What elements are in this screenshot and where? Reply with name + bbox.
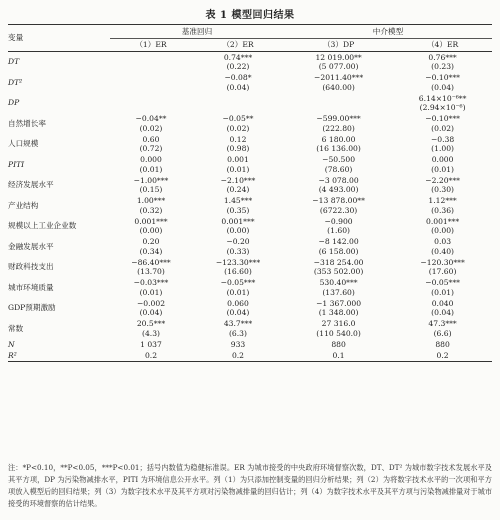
- standard-error-cell: (0.30): [431, 185, 454, 195]
- stat-value: 0.2: [110, 350, 192, 362]
- table-row: [8, 237, 492, 247]
- coefficient-cell: −0.05***: [220, 278, 256, 288]
- coefficient-cell: −2.10***: [220, 175, 256, 185]
- coefficient-cell: 0.74***: [223, 52, 253, 62]
- coefficient-cell: −2.20***: [425, 175, 460, 185]
- variable-name: 产业结构: [8, 200, 39, 210]
- coefficient-cell: −0.20: [226, 237, 250, 247]
- standard-error-cell: (0.04): [226, 308, 250, 318]
- standard-error-cell: (16 136.00): [316, 144, 361, 154]
- standard-error-cell: (0.01): [226, 287, 250, 297]
- standard-error-cell: (0.01): [431, 164, 454, 174]
- standard-error-cell: (1.00): [431, 144, 454, 154]
- table-row: [8, 134, 492, 144]
- stat-value: 0.2: [192, 350, 284, 362]
- table-row: [8, 257, 492, 267]
- table-title: 表 1 模型回归结果: [205, 10, 295, 21]
- standard-error-cell: (78.60): [324, 164, 353, 174]
- coefficient-cell: 0.001: [227, 155, 249, 165]
- standard-error-cell: (640.00): [322, 82, 355, 92]
- coefficient-cell: −0.03***: [133, 278, 169, 288]
- coefficient-cell: 27 316.0: [321, 319, 356, 329]
- coefficient-cell: 0.12: [229, 134, 247, 144]
- standard-error-cell: (0.02): [226, 123, 250, 133]
- stat-value: 880: [435, 339, 450, 349]
- standard-error-cell: (0.40): [431, 246, 454, 256]
- coefficient-cell: 6 180.00: [321, 134, 356, 144]
- group-header-mediation: 中介模型: [284, 25, 492, 39]
- variable-name: 规模以上工业企业数: [8, 221, 77, 231]
- standard-error-cell: (0.15): [139, 185, 163, 195]
- coefficient-cell: −0.08*: [224, 73, 252, 83]
- stat-value: 933: [230, 339, 246, 349]
- stat-value: 880: [331, 339, 346, 349]
- variable-name: 人口规模: [8, 139, 39, 149]
- coefficient-cell: 6.14×10⁻⁶**: [418, 93, 467, 103]
- standard-error-cell: (0.02): [139, 123, 163, 133]
- coefficient-cell: −2011.40***: [314, 73, 364, 83]
- column-header-3: （3）DP: [284, 39, 393, 52]
- standard-error-cell: [192, 103, 284, 114]
- standard-error-cell: (0.32): [139, 205, 163, 215]
- column-header-4: （4）ER: [393, 39, 492, 52]
- stat-name: N: [8, 339, 15, 349]
- variable-name: 常数: [8, 323, 24, 333]
- coefficient-cell: 47.3***: [428, 319, 457, 329]
- coefficient-cell: −123.30***: [215, 257, 261, 267]
- coefficient-cell: 530.40***: [319, 278, 358, 288]
- variable-name: 金融发展水平: [8, 241, 54, 251]
- coefficient-cell: −3 078.00: [318, 175, 359, 185]
- standard-error-cell: (0.01): [226, 164, 250, 174]
- standard-error-cell: (0.01): [431, 287, 454, 297]
- coefficient-cell: −0.10***: [425, 73, 460, 83]
- stat-name: R²: [8, 350, 110, 362]
- standard-error-cell: (0.33): [226, 246, 250, 256]
- stat-value: 0.2: [393, 350, 492, 362]
- standard-error-cell: (0.72): [139, 144, 163, 154]
- standard-error-cell: [110, 82, 192, 93]
- coefficient-cell: 1.45***: [223, 196, 253, 206]
- coefficient-cell: [110, 93, 192, 103]
- coefficient-cell: 43.7***: [223, 319, 253, 329]
- coefficient-cell: −0.900: [324, 216, 353, 226]
- coefficient-cell: 1.00***: [136, 196, 166, 206]
- coefficient-cell: −0.002: [136, 298, 166, 308]
- coefficient-cell: −0.04**: [135, 114, 167, 124]
- coefficient-cell: [284, 93, 393, 103]
- coefficient-cell: 0.20: [142, 237, 160, 247]
- coefficient-cell: 1.12***: [428, 196, 457, 206]
- standard-error-cell: (1 348.00): [318, 308, 359, 318]
- standard-error-cell: (5 077.00): [318, 62, 359, 72]
- standard-error-cell: (353 502.00): [313, 267, 364, 277]
- table-row: [8, 73, 492, 83]
- coefficient-cell: −0.10***: [425, 114, 460, 124]
- stat-value: 1 037: [140, 339, 162, 349]
- coefficient-cell: −120.30***: [420, 257, 465, 267]
- coefficient-cell: 0.000: [140, 155, 162, 165]
- standard-error-cell: (1.60): [327, 226, 350, 236]
- standard-error-cell: [110, 103, 192, 114]
- table-row: [8, 52, 492, 62]
- standard-error-cell: (0.22): [226, 62, 250, 72]
- coefficient-cell: −599.00***: [316, 114, 361, 124]
- coefficient-cell: 0.001***: [221, 216, 255, 226]
- standard-error-cell: (0.36): [431, 205, 454, 215]
- variable-name: PITI: [8, 159, 25, 169]
- table-row: [8, 319, 492, 329]
- coefficient-cell: −13 878.00**: [312, 196, 365, 206]
- stat-value: 0.1: [284, 350, 393, 362]
- standard-error-cell: (110 540.0): [316, 328, 361, 338]
- variable-header: 变量: [8, 25, 110, 52]
- stat-row: [8, 350, 492, 362]
- standard-error-cell: (2.94×10⁻⁶): [419, 103, 466, 113]
- coefficient-cell: [192, 93, 284, 103]
- coefficient-cell: −318 254.00: [313, 257, 364, 267]
- group-header-baseline: 基准回归: [110, 25, 284, 39]
- standard-error-cell: (0.04): [226, 82, 250, 92]
- coefficient-cell: −1.00***: [133, 175, 169, 185]
- variable-name: DT²: [8, 77, 23, 87]
- variable-name: 经济发展水平: [8, 180, 54, 190]
- standard-error-cell: (0.01): [139, 164, 163, 174]
- standard-error-cell: (6 158.00): [318, 246, 359, 256]
- coefficient-cell: 12 019.00**: [315, 52, 362, 62]
- standard-error-cell: (0.00): [226, 226, 250, 236]
- coefficient-cell: −0.05**: [222, 114, 254, 124]
- standard-error-cell: (0.04): [431, 82, 454, 92]
- standard-error-cell: (16.60): [224, 267, 252, 277]
- regression-table: [8, 24, 492, 362]
- standard-error-cell: (137.60): [322, 287, 355, 297]
- variable-name: GDP预期激励: [8, 303, 56, 313]
- standard-error-cell: [110, 62, 192, 73]
- standard-error-cell: (6.6): [433, 328, 452, 338]
- coefficient-cell: 0.03: [434, 237, 452, 247]
- standard-error-cell: (0.23): [431, 62, 454, 72]
- table-row: [8, 93, 492, 103]
- table-row: [8, 216, 492, 226]
- standard-error-cell: (6.3): [228, 328, 247, 338]
- table-row: [8, 114, 492, 124]
- column-header-2: （2）ER: [192, 39, 284, 52]
- variable-name: DP: [8, 98, 20, 108]
- standard-error-cell: (6722.30): [319, 205, 358, 215]
- standard-error-cell: (17.60): [428, 267, 457, 277]
- coefficient-cell: −50.500: [322, 155, 356, 165]
- standard-error-cell: (13.70): [137, 267, 165, 277]
- standard-error-cell: (0.00): [431, 226, 454, 236]
- standard-error-cell: (0.24): [226, 185, 250, 195]
- coefficient-cell: 20.5***: [136, 319, 166, 329]
- standard-error-cell: (0.34): [139, 246, 163, 256]
- coefficient-cell: 0.76***: [428, 52, 457, 62]
- coefficient-cell: 0.001***: [426, 216, 460, 226]
- standard-error-cell: (0.00): [139, 226, 163, 236]
- coefficient-cell: −86.40***: [131, 257, 171, 267]
- standard-error-cell: (222.80): [322, 123, 355, 133]
- variable-name: 财政科技支出: [8, 262, 54, 272]
- standard-error-cell: (4.3): [141, 328, 160, 338]
- column-header-1: （1）ER: [110, 39, 192, 52]
- coefficient-cell: 0.040: [431, 298, 454, 308]
- standard-error-cell: (0.04): [431, 308, 454, 318]
- table-row: [8, 175, 492, 185]
- stat-row: [8, 339, 492, 350]
- standard-error-cell: [284, 103, 393, 114]
- standard-error-cell: (0.35): [226, 205, 250, 215]
- table-row: [8, 278, 492, 288]
- coefficient-cell: −0.05***: [425, 278, 460, 288]
- variable-name: 自然增长率: [8, 118, 46, 128]
- coefficient-cell: [110, 52, 192, 62]
- standard-error-cell: (0.01): [139, 287, 163, 297]
- coefficient-cell: 0.001***: [134, 216, 168, 226]
- variable-name: DT: [8, 57, 20, 67]
- coefficient-cell: −0.38: [430, 134, 455, 144]
- coefficient-cell: 0.60: [142, 134, 160, 144]
- standard-error-cell: (4 493.00): [318, 185, 359, 195]
- table-row: [8, 196, 492, 206]
- coefficient-cell: −8 142.00: [318, 237, 359, 247]
- coefficient-cell: −1 367.000: [316, 298, 362, 308]
- table-row: [8, 155, 492, 165]
- variable-name: 城市环境质量: [8, 282, 54, 292]
- coefficient-cell: [110, 73, 192, 83]
- standard-error-cell: (0.02): [431, 123, 454, 133]
- standard-error-cell: (0.98): [226, 144, 250, 154]
- coefficient-cell: 0.000: [431, 155, 454, 165]
- standard-error-cell: (0.04): [139, 308, 163, 318]
- table-note: 注：*P<0.10，**P<0.05，***P<0.01；括号内数值为稳健标准误。ER 为城市接受的中央政府环境督察次数，DT、DT² 为城市数字技术发展水平及其平方项，DP 为污染物减排水平，PITI 为环境信息公开水平。列（1）为只添加控制变量的回归分析结果；列（2）为将数字技术水平的一次项和平方项放入模型后的回归结果；列（3）为数字技术水平及其平方项对污染物减排量的回归估计；列（4）为数字技术水平及其平方项与污染物减排量对于城市接受的环境督察的估计结果。: [8, 463, 492, 508]
- coefficient-cell: 0.060: [227, 298, 249, 308]
- table-row: [8, 298, 492, 308]
